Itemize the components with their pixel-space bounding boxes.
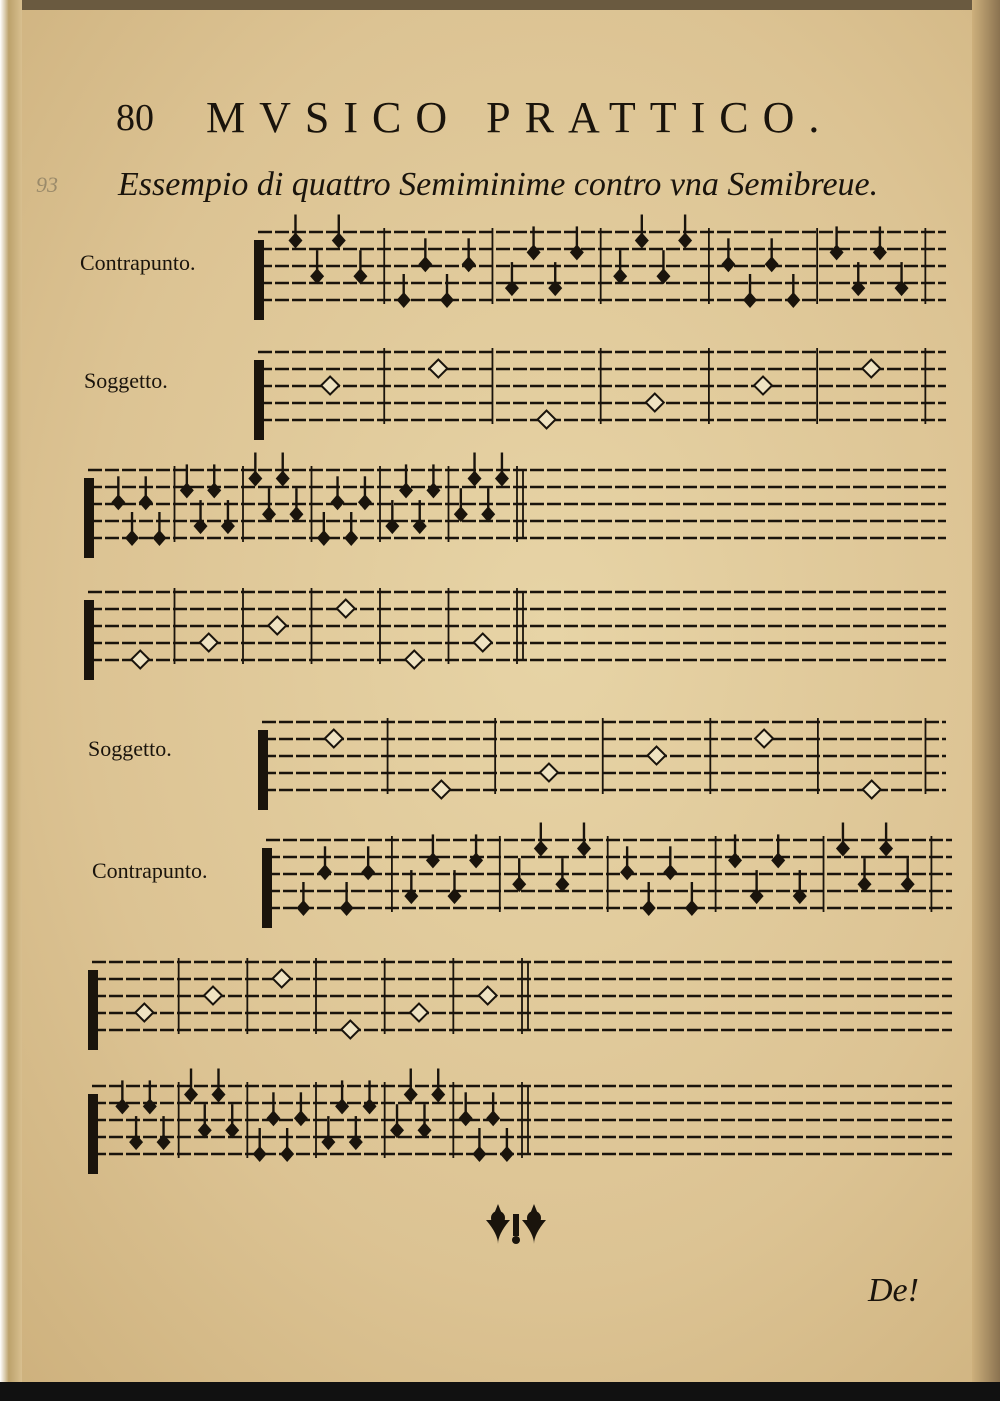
semibreve-note	[321, 377, 339, 395]
semibreve-note	[432, 781, 450, 799]
semiminim-note	[198, 1122, 212, 1138]
semibreve-note	[325, 730, 343, 748]
semiminim-note	[459, 1110, 473, 1126]
semibreve-note	[648, 747, 666, 765]
semiminim-note	[276, 471, 290, 487]
semiminim-note	[495, 471, 509, 487]
clef-icon	[88, 970, 98, 1050]
semiminim-note	[873, 244, 887, 260]
semibreve-note	[341, 1021, 359, 1039]
semiminim-note	[469, 852, 483, 868]
semiminim-note	[280, 1146, 294, 1162]
voice-label-contrapunto-1: Contrapunto.	[80, 250, 196, 275]
clef-icon	[84, 600, 94, 680]
semiminim-note	[115, 1098, 129, 1114]
clef-icon	[254, 240, 264, 320]
semiminim-note	[743, 292, 757, 308]
semiminim-note	[635, 233, 649, 249]
semiminim-note	[152, 530, 166, 546]
semiminim-note	[570, 244, 584, 260]
semiminim-note	[125, 530, 139, 546]
semiminim-note	[728, 852, 742, 868]
semiminim-note	[765, 256, 779, 272]
semiminim-note	[830, 244, 844, 260]
semibreve-note	[862, 360, 880, 378]
semiminim-note	[340, 900, 354, 916]
semibreve-note	[755, 730, 773, 748]
semiminim-note	[577, 841, 591, 857]
semiminim-note	[397, 292, 411, 308]
semiminim-note	[143, 1098, 157, 1114]
clef-icon	[262, 848, 272, 928]
semiminim-note	[184, 1087, 198, 1103]
voice-label-contrapunto-2: Contrapunto.	[92, 858, 208, 883]
semiminim-note	[139, 494, 153, 510]
semiminim-note	[288, 233, 302, 249]
semibreve-note	[863, 781, 881, 799]
semiminim-note	[836, 841, 850, 857]
semibreve-note	[337, 600, 355, 618]
semibreve-note	[131, 651, 149, 669]
semibreve-note	[273, 970, 291, 988]
semiminim-note	[207, 482, 221, 498]
semiminim-note	[418, 256, 432, 272]
semiminim-note	[462, 256, 476, 272]
clef-icon	[258, 730, 268, 810]
semibreve-note	[479, 987, 497, 1005]
semibreve-note	[540, 764, 558, 782]
semiminim-note	[534, 841, 548, 857]
semibreve-note	[410, 1004, 428, 1022]
semiminim-note	[253, 1146, 267, 1162]
semibreve-note	[200, 634, 218, 652]
semiminim-note	[879, 841, 893, 857]
semiminim-note	[721, 256, 735, 272]
semiminim-note	[335, 1098, 349, 1114]
semiminim-note	[500, 1146, 514, 1162]
semibreve-note	[646, 394, 664, 412]
fleuron-icon	[478, 1200, 554, 1250]
voice-label-soggetto-1: Soggetto.	[84, 368, 168, 393]
semiminim-note	[678, 233, 692, 249]
semiminim-note	[786, 292, 800, 308]
semiminim-note	[248, 471, 262, 487]
semibreve-note	[135, 1004, 153, 1022]
semiminim-note	[363, 1098, 377, 1114]
semiminim-note	[344, 530, 358, 546]
clef-icon	[88, 1094, 98, 1174]
voice-label-soggetto-2: Soggetto.	[88, 736, 172, 761]
semiminim-note	[417, 1122, 431, 1138]
semiminim-note	[771, 852, 785, 868]
semiminim-note	[426, 852, 440, 868]
page-bottom-edge	[0, 1382, 1000, 1401]
semiminim-note	[318, 864, 332, 880]
semiminim-note	[620, 864, 634, 880]
semiminim-note	[642, 900, 656, 916]
running-head: MVSICO PRATTICO.	[206, 93, 834, 142]
clef-icon	[254, 360, 264, 440]
semibreve-note	[429, 360, 447, 378]
semiminim-note	[225, 1122, 239, 1138]
page-number: 80	[116, 97, 154, 139]
semiminim-note	[361, 864, 375, 880]
semiminim-note	[180, 482, 194, 498]
semiminim-note	[211, 1087, 225, 1103]
semiminim-note	[472, 1146, 486, 1162]
semiminim-note	[663, 864, 677, 880]
semiminim-note	[358, 494, 372, 510]
semiminim-note	[111, 494, 125, 510]
semibreve-note	[474, 634, 492, 652]
semibreve-note	[204, 987, 222, 1005]
semiminim-note	[426, 482, 440, 498]
semiminim-note	[399, 482, 413, 498]
semiminim-note	[266, 1110, 280, 1126]
semiminim-note	[685, 900, 699, 916]
semiminim-note	[440, 292, 454, 308]
semiminim-note	[431, 1087, 445, 1103]
semibreve-note	[538, 411, 556, 429]
semiminim-note	[331, 494, 345, 510]
semibreve-note	[405, 651, 423, 669]
semiminim-note	[404, 1087, 418, 1103]
example-title: Essempio di quattro Semiminime contro vna Semibreue.	[118, 166, 879, 203]
semiminim-note	[390, 1122, 404, 1138]
semiminim-note	[332, 233, 346, 249]
semiminim-note	[296, 900, 310, 916]
semibreve-note	[754, 377, 772, 395]
semiminim-note	[486, 1110, 500, 1126]
semiminim-note	[527, 244, 541, 260]
semiminim-note	[317, 530, 331, 546]
clef-icon	[84, 478, 94, 558]
semiminim-note	[468, 471, 482, 487]
catchword: De!	[868, 1272, 919, 1309]
manuscript-folio-mark: 93	[36, 172, 58, 197]
semiminim-note	[294, 1110, 308, 1126]
semibreve-note	[268, 617, 286, 635]
